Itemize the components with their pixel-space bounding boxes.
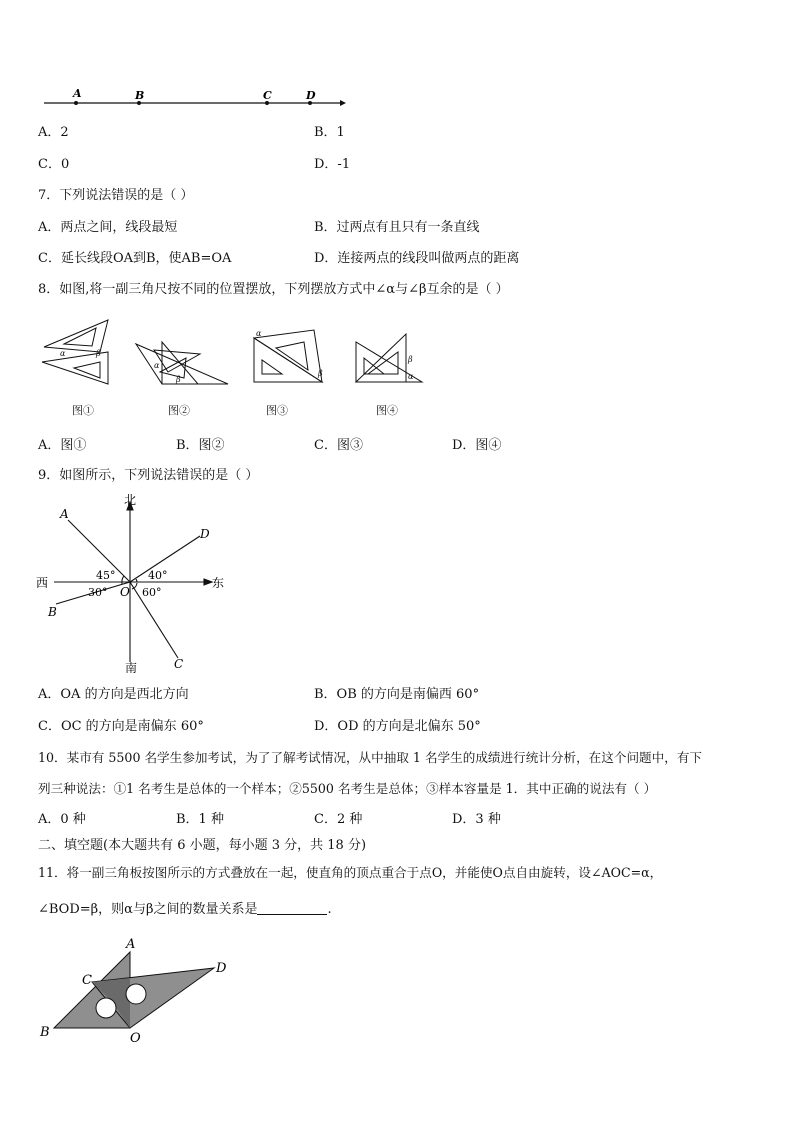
fig2-caption: 图② xyxy=(168,404,190,417)
q11-line1: 11．将一副三角板按图所示的方式叠放在一起，使直角的顶点重合于点O，并能使O点自由旋转，设∠AOC=α， xyxy=(38,865,663,880)
q11-line2-end: . xyxy=(327,902,332,917)
hole-2 xyxy=(126,984,146,1004)
label-d: D xyxy=(306,89,316,102)
fig1-caption: 图① xyxy=(72,404,94,417)
fig3-beta: β xyxy=(318,369,323,378)
q11-line2: ∠BOD=β，则α与β之间的数量关系是 xyxy=(38,902,258,917)
angle-40: 40° xyxy=(148,569,168,582)
fig1-alpha: α xyxy=(60,349,66,358)
q9-option-b[interactable]: B．OB 的方向是南偏西 60° xyxy=(314,687,480,702)
point-b: B xyxy=(48,605,57,619)
q10-line2: 列三种说法：①1 名考生是总体的一个样本；②5500 名考生是总体；③样本容量是 1．其中正确的说法有（ ） xyxy=(38,781,657,796)
angle-30: 30° xyxy=(88,586,108,599)
east-label: 东 xyxy=(212,576,225,590)
q8-option-d[interactable]: D．图④ xyxy=(452,438,502,453)
q7-option-a[interactable]: A．两点之间，线段最短 xyxy=(38,220,178,235)
fig2-beta: β xyxy=(176,375,181,384)
label-a: A xyxy=(126,937,136,952)
point-c: C xyxy=(174,657,184,671)
q10-option-a[interactable]: A．0 种 xyxy=(38,812,86,827)
fig2-alpha: α xyxy=(154,361,160,370)
q6-option-b[interactable]: B．1 xyxy=(314,125,345,140)
label-o: O xyxy=(130,1031,141,1046)
label-a: A xyxy=(73,87,82,100)
point-a: A xyxy=(60,507,69,521)
q6-option-d[interactable]: D．-1 xyxy=(314,157,351,172)
number-line-figure xyxy=(40,86,350,112)
label-c: C xyxy=(263,89,272,102)
fig4-alpha: α xyxy=(408,372,414,381)
fig1-beta: β xyxy=(96,349,101,358)
q11-answer-blank[interactable] xyxy=(257,901,327,915)
q7-option-b[interactable]: B．过两点有且只有一条直线 xyxy=(314,220,480,235)
label-d: D xyxy=(216,961,227,976)
q8-stem: 8．如图,将一副三角尺按不同的位置摆放，下列摆放方式中∠α与∠β互余的是（ ） xyxy=(38,282,509,297)
hole-1 xyxy=(96,998,116,1018)
q10-line1: 10．某市有 5500 名学生参加考试，为了了解考试情况，从中抽取 1 名学生的成绩进行统计分析，在这个问题中，有下 xyxy=(38,750,703,765)
q9-option-a[interactable]: A．OA 的方向是西北方向 xyxy=(38,687,189,702)
label-b: B xyxy=(135,89,145,102)
q9-option-d[interactable]: D．OD 的方向是北偏东 50° xyxy=(314,719,481,734)
label-c: C xyxy=(82,973,92,988)
q10-option-b[interactable]: B．1 种 xyxy=(176,812,224,827)
fig3-alpha: α xyxy=(256,329,262,338)
section2-title: 二、填空题(本大题共有 6 小题，每小题 3 分，共 18 分) xyxy=(38,838,367,853)
point-o: O xyxy=(120,585,130,599)
q8-option-b[interactable]: B．图② xyxy=(176,438,225,453)
q8-figures xyxy=(38,312,438,392)
fig4-beta: β xyxy=(408,355,413,364)
q11-figure xyxy=(36,936,236,1048)
figure-1 xyxy=(42,320,108,384)
q8-option-c[interactable]: C．图③ xyxy=(314,438,363,453)
label-b: B xyxy=(40,1025,50,1040)
q7-stem: 7．下列说法错误的是（ ） xyxy=(38,188,194,203)
q9-option-c[interactable]: C．OC 的方向是南偏东 60° xyxy=(38,719,204,734)
q7-option-d[interactable]: D．连接两点的线段叫做两点的距离 xyxy=(314,251,520,266)
figure-3 xyxy=(254,329,323,382)
south-label: 南 xyxy=(125,661,138,675)
figure-2 xyxy=(136,342,228,384)
fig4-caption: 图④ xyxy=(376,404,398,417)
point-a xyxy=(74,101,78,105)
q7-option-c[interactable]: C．延长线段OA到B，使AB=OA xyxy=(38,251,232,266)
point-d: D xyxy=(200,527,210,541)
q9-compass-figure xyxy=(34,490,234,680)
q11-line2-wrap xyxy=(38,901,332,919)
north-label: 北 xyxy=(124,493,137,507)
q10-option-d[interactable]: D．3 种 xyxy=(452,812,501,827)
angle-45: 45° xyxy=(96,569,116,582)
west-label: 西 xyxy=(36,576,49,590)
figure-4 xyxy=(356,334,422,382)
q8-option-a[interactable]: A．图① xyxy=(38,438,87,453)
q9-stem: 9．如图所示，下列说法错误的是（ ） xyxy=(38,468,259,483)
fig3-caption: 图③ xyxy=(266,404,288,417)
angle-60: 60° xyxy=(142,586,162,599)
q6-option-a[interactable]: A．2 xyxy=(38,125,69,140)
q6-option-c[interactable]: C．0 xyxy=(38,157,70,172)
q10-option-c[interactable]: C．2 种 xyxy=(314,812,363,827)
